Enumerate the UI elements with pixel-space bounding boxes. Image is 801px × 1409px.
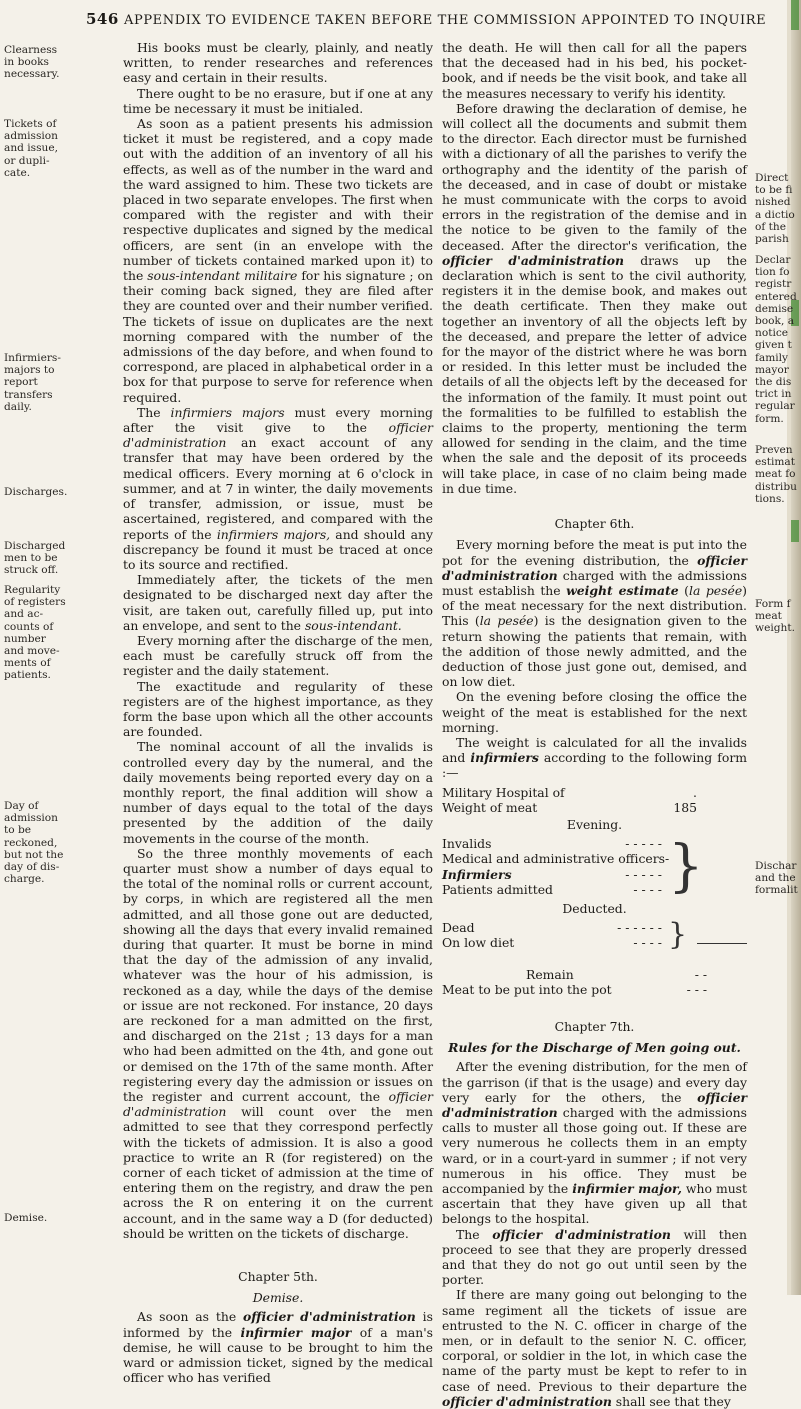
form-evening-label: Evening. bbox=[566, 816, 623, 832]
form-row-hospital: Military Hospital of . bbox=[442, 784, 697, 800]
margin-note-declaration: Declar tion fo registr entered demise book, a notice given t family mayor the dis trict in regular form. bbox=[755, 254, 797, 425]
chapter-heading: Chapter 7th. bbox=[554, 1018, 635, 1034]
form-row-low-diet: On low diet - - - - bbox=[442, 935, 662, 951]
page-edge-stain bbox=[791, 0, 799, 30]
margin-note-discharged: Discharged men to be struck off. bbox=[4, 540, 66, 577]
page-number: 546 bbox=[86, 10, 119, 28]
brace: } bbox=[668, 833, 704, 899]
paragraph: Every morning after the discharge of the men, each must be carefully struck off from the register and the daily statement. bbox=[123, 632, 433, 679]
margin-note-demise: Demise. bbox=[4, 1212, 48, 1224]
paragraph: the death. He will then call for all the papers that the deceased had in his bed, his pocket-book, and if needs be the visit book, and take all the measures necessary to verify his identity. bbox=[442, 40, 747, 101]
paragraph: So the three monthly movements of each quarter must show a number of days equal to the total of the nominal rolls or current account, by corps, in which are registered all the men admitted, and all those gone out are deducted, showing all the days that every invalid remained during that quarter. It must be borne in mind that the day of the admission of any invalid, whatever was the hour of his admission, is reckoned as a day, while the days of the demise or issue are not reckoned. For instance, 20 days are reckoned for a man admitted on the first, and discharged on the 21st ; 13 days for a man who had been admitted on the 4th, and gone out or demised on the 17th of the same month. After registering every day the admission or issues on the register and current account, the officier d'administration will count over the men admitted to see that they correspond perfectly with the tickets of admission. It is also a good practice to write an R (for registered) on the corner of each ticket of admission at the time of entering them on the registry, and draw the pen across the R on entering it on the current account, and in the same way a D (for deducted) should be written on the tickets of discharge. bbox=[123, 845, 433, 1241]
margin-note-regularity: Regularity of registers and ac- counts of number and move- ments of patients. bbox=[4, 584, 66, 682]
form-row-meat-pot: Meat to be put into the pot - - - bbox=[442, 981, 707, 997]
form-row-invalids: Invalids - - - - - bbox=[442, 836, 662, 852]
paragraph: The infirmiers majors must every morning after the visit give to the officier d'administration an exact account of any transfer that may have been ordered by the medical officers. Every morning at 6 o'clock in summer, and at 7 in winter, the daily movements of transfer, admission, or issue, must be ascertained, registered, and compared with the reports of the infirmiers majors, and should any discrepancy be found it must be traced at once to its source and rectified. bbox=[123, 404, 434, 572]
margin-note-form: Form f meat weight. bbox=[755, 598, 795, 635]
margin-note-tickets: Tickets of admission and issue, or dupli- cate. bbox=[4, 118, 59, 179]
paragraph: The exactitude and regularity of these registers are of the highest importance, as they form the base upon which all the other accounts are founded. bbox=[123, 678, 433, 740]
right-column bbox=[442, 40, 747, 1409]
paragraph: After the evening distribution, for the men of the garrison (if that is the usage) and every day very early for the others, the officier d'administration charged with the admissions calls to muster all those going out. If these are very numerous he collects them in an empty ward, or in a court-yard in summer ; if not very numerous in his office. They must be accompanied by the infirmier major, who must ascertain that they have given up all that belongs to the hospital. bbox=[442, 1059, 748, 1227]
paragraph: His books must be clearly, plainly, and neatly written, to render researches and references easy and certain in their results. bbox=[123, 40, 433, 86]
form-row-infirmiers: Infirmiers - - - - - bbox=[442, 866, 662, 882]
paragraph: On the evening before closing the office the weight of the meat is established for the next morning. bbox=[442, 689, 747, 735]
margin-note-discharges: Discharges. bbox=[4, 486, 68, 498]
form-row-weight: Weight of meat 185 bbox=[442, 799, 697, 815]
paragraph: Every morning before the meat is put into the pot for the evening distribution, the officier d'administration charged with the admissions must establish the weight estimate (la pesée) of the meat necessary for the next distribution. This (la pesée) is the designation given to the return showing the patients that remain, with the addition of those newly admitted, and the deduction of those just gone out, demised, and on low diet. bbox=[442, 537, 747, 690]
paragraph: If there are many going out belonging to the same regiment all the tickets of issue are entrusted to the N. C. officer in charge of the men, or in default to the senior N. C. officer, corporal, or soldier in the lot, in which case the name of the party must be kept to refer to in case of need. Previous to their departure the officier d'administration shall see that they bbox=[442, 1287, 747, 1409]
form-row-patients: Patients admitted - - - - bbox=[442, 881, 662, 897]
form-group-added bbox=[442, 833, 747, 899]
margin-note-director: Direct to be fi nished a dictio of the parish bbox=[755, 172, 795, 246]
form-deducted-label: Deducted. bbox=[562, 900, 627, 916]
paragraph: The weight is calculated for all the invalids and infirmiers according to the following form :— bbox=[442, 734, 747, 781]
margin-note-discharge: Dischar and the formalit bbox=[755, 860, 798, 897]
chapter-heading: Chapter 5th. bbox=[238, 1269, 318, 1285]
margin-note-clearness: Clearness in books necessary. bbox=[4, 44, 60, 81]
chapter-heading: Chapter 6th. bbox=[554, 516, 635, 532]
form-row-remain: Remain - - bbox=[526, 966, 707, 982]
margin-note-prevent: Preven estimat meat fo distribu tions. bbox=[755, 444, 797, 505]
paragraph: As soon as the officier d'administration is informed by the infirmier major of a man's demise, he will cause to be brought to him the ward or admission ticket, signed by the medical officer who has verified bbox=[123, 1309, 433, 1386]
paragraph: There ought to be no erasure, but if one at any time be necessary it must be initialed. bbox=[123, 85, 433, 116]
form-row-medical: Medical and administrative officers - bbox=[442, 851, 670, 867]
section-title: Rules for the Discharge of Men going out. bbox=[448, 1040, 741, 1056]
margin-note-day-of-admission: Day of admission to be reckoned, but not the day of dis- charge. bbox=[4, 800, 64, 886]
page-edge-stain bbox=[791, 520, 799, 542]
margin-note-infirmiers: Infirmiers- majors to report transfers daily. bbox=[4, 352, 61, 413]
running-head: APPENDIX TO EVIDENCE TAKEN BEFORE THE COMMISSION APPOINTED TO INQUIRE bbox=[124, 13, 767, 28]
paragraph: The nominal account of all the invalids is controlled every day by the numeral, and the daily movements being reported every day on a monthly report, the final addition will show a number of days equal to the total of the days presented by the addition of the daily movements in the course of the month. bbox=[123, 739, 433, 846]
paragraph: Before drawing the declaration of demise, he will collect all the documents and submit them to the director. Each director must be furnished with a dictionary of all the parishes to verify the orthography and the identity of the parish of the deceased, and in case of doubt or mistake he must communicate with the corps to avoid errors in the registration of the demise and in the notice to be given to the family of the deceased. After the director's verification, the officier d'administration draws up the declaration which is sent to the civil authority, registers it in the demise book, and makes out the death certificate. Then they make out together an inventory of all the objects left by the deceased, and prepare the letter of advice for the mayor of the district where he was born or resided. In this letter must be included the details of all the objects left by the deceased for the information of the family. It must point out the formalities to be fulfilled to establish the claims to the property, mentioning the term allowed for sending in the claim, and the time when the sale and the deposit of its proceeds will take place, in case of no claim being made in due time. bbox=[442, 100, 747, 496]
paragraph: The officier d'administration will then proceed to see that they are properly dressed and that they do not go out until seen by the porter. bbox=[442, 1226, 747, 1288]
paragraph: As soon as a patient presents his admission ticket it must be registered, and a copy made out with the addition of an inventory of all his effects, as well as of the number in the ward and the ward assigned to him. These two tickets are placed in two separate envelopes. The first when compared with the register and with their respective duplicates and signed by the medical officers, are sent (in an envelope with the number of tickets contained marked upon it) to the sous-intendant militaire for his signature ; on their coming back signed, they are filed after they are counted over and their number verified. The tickets of issue on duplicates are the next morning compared with the number of the admissions of the day before, and when found to correspond, are placed in alphabetical order in a box for that purpose to serve for reference when required. bbox=[123, 116, 433, 405]
form-group-deducted bbox=[442, 917, 747, 953]
section-title: Demise. bbox=[252, 1290, 304, 1306]
meat-weight-form bbox=[442, 785, 747, 997]
rule bbox=[697, 927, 747, 944]
form-row-dead: Dead - - - - - - bbox=[442, 920, 662, 936]
brace: } bbox=[668, 917, 688, 953]
left-column bbox=[123, 40, 433, 1385]
paragraph: Immediately after, the tickets of the men designated to be discharged next day after the visit, are taken out, carefully filled up, put into an envelope, and sent to the sous-intendant. bbox=[123, 572, 433, 633]
